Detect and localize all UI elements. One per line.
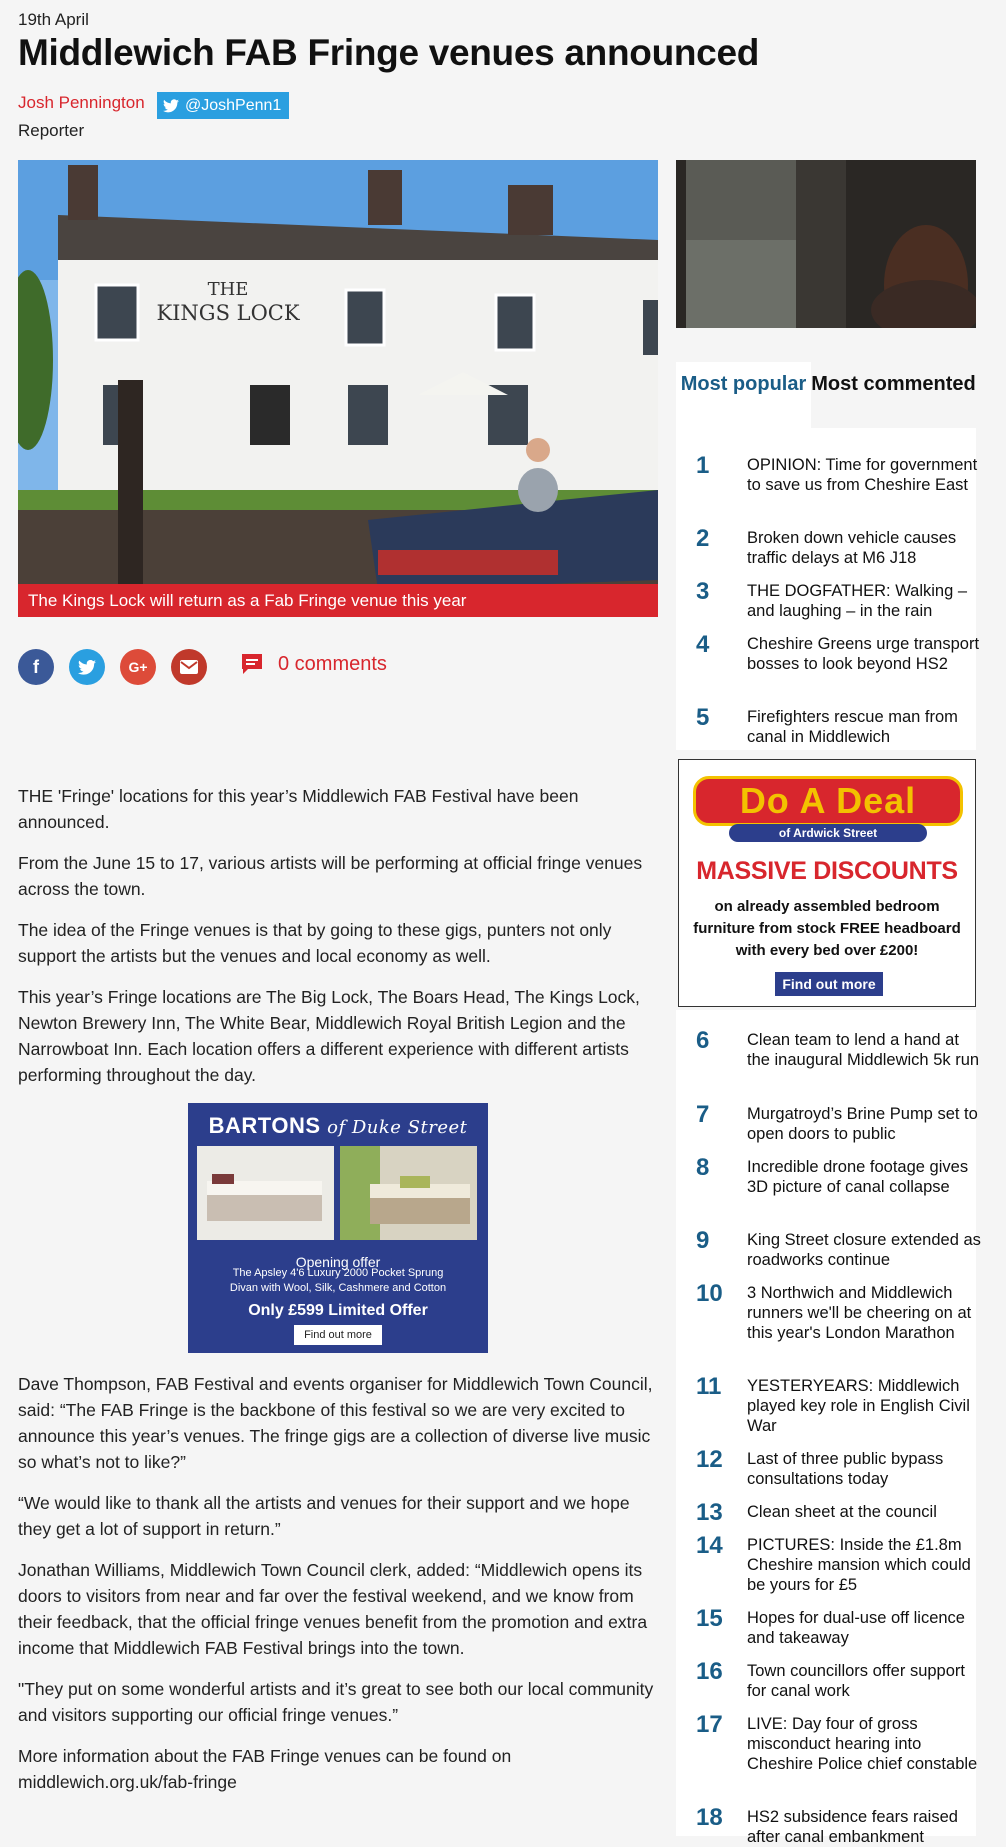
- list-item-number: 4: [696, 631, 710, 658]
- article-paragraph: “We would like to thank all the artists and venues for their support and we hope they get a lot of support in return.”: [18, 1493, 630, 1539]
- list-item-title: 3 Northwich and Middlewich runners we'll be cheering on at this year's London Marathon: [747, 1284, 972, 1342]
- do-a-deal-headline: MASSIVE DISCOUNTS: [696, 857, 958, 885]
- tab-most-commented[interactable]: Most commented: [811, 373, 976, 395]
- list-item-number: 6: [696, 1027, 710, 1054]
- twitter-share-button[interactable]: [69, 649, 105, 685]
- list-item-number: 3: [696, 578, 710, 605]
- article-paragraph: From the June 15 to 17, various artists will be performing at official fringe venues across the town.: [18, 853, 643, 899]
- list-item-number: 10: [696, 1280, 723, 1307]
- list-item-number: 13: [696, 1499, 723, 1526]
- list-item-number: 17: [696, 1711, 723, 1738]
- bartons-brand: [188, 1113, 488, 1141]
- hero-image: [18, 160, 658, 617]
- list-item-title: HS2 subsidence fears raised after canal embankment: [747, 1808, 958, 1846]
- video-player[interactable]: [676, 160, 976, 328]
- article-paragraph: Jonathan Williams, Middlewich Town Council clerk, added: “Middlewich opens its doors to visitors from near and far over the festival weekend, and we know from their feedback, that the official fringe venues benefit from the promotion and extra income that Middlewich FAB Festival brings into the town.: [18, 1560, 648, 1658]
- list-item-number: 15: [696, 1605, 723, 1632]
- facebook-icon: f: [33, 656, 39, 677]
- list-item-title: PICTURES: Inside the £1.8m Cheshire mansion which could be yours for £5: [747, 1536, 971, 1594]
- googleplus-share-button[interactable]: [120, 649, 156, 685]
- facebook-share-button[interactable]: [18, 649, 54, 685]
- list-item-title: Last of three public bypass consultations today: [747, 1450, 944, 1488]
- article-paragraph: The idea of the Fringe venues is that by going to these gigs, punters not only support the artists but the venues and local economy as well.: [18, 920, 612, 966]
- list-item-number: 1: [696, 452, 710, 479]
- list-item-title: King Street closure extended as roadworks continue: [747, 1231, 981, 1269]
- do-a-deal-advert[interactable]: [678, 759, 976, 1007]
- email-icon: [180, 660, 198, 674]
- comment-icon: [240, 652, 264, 676]
- list-item-number: 5: [696, 704, 710, 731]
- twitter-share-icon: [78, 660, 96, 675]
- twitter-follow-button[interactable]: [157, 92, 289, 119]
- bartons-find-out-more-button[interactable]: Find out more: [294, 1325, 382, 1345]
- bed-photo: [197, 1146, 334, 1240]
- email-share-button[interactable]: [171, 649, 207, 685]
- bartons-price: Only £599 Limited Offer: [248, 1302, 428, 1319]
- bartons-line1: Opening offer: [295, 1254, 381, 1270]
- most-popular-list-continued: [676, 1010, 981, 1846]
- article-body: [18, 783, 663, 1810]
- bartons-advert[interactable]: [188, 1103, 488, 1353]
- do-a-deal-sub: of Ardwick Street: [729, 824, 927, 842]
- list-item-title: Clean sheet at the council: [747, 1503, 937, 1521]
- list-item-number: 11: [696, 1373, 722, 1400]
- most-popular-list: [676, 428, 980, 750]
- twitter-handle: @JoshPenn1: [185, 96, 282, 114]
- list-item-number: 12: [696, 1446, 723, 1473]
- sidebar-tabs: [676, 362, 976, 428]
- list-item-number: 9: [696, 1227, 710, 1254]
- bartons-line2b: Divan with Wool, Silk, Cashmere and Cotton: [229, 1282, 447, 1294]
- article-paragraph: This year’s Fringe locations are The Big Lock, The Boars Head, The Kings Lock, Newton Brewery Inn, The White Bear, Middlewich Royal British Legion and the Narrowboat Inn. Each location offers a different experience with different artists performing throughout the day.: [18, 987, 640, 1085]
- list-item-title: Incredible drone footage gives 3D picture of canal collapse: [747, 1158, 969, 1196]
- list-item-number: 16: [696, 1658, 723, 1685]
- do-a-deal-body: on already assembled bedroom furniture from stock FREE headboard with every bed over £200!: [693, 898, 961, 959]
- tab-most-popular[interactable]: Most popular: [676, 362, 811, 428]
- hero-caption: The Kings Lock will return as a Fab Fringe venue this year: [18, 584, 658, 617]
- list-item-number: 8: [696, 1154, 710, 1181]
- share-bar: [18, 649, 207, 685]
- list-item-title: Broken down vehicle causes traffic delays at M6 J18: [747, 529, 957, 567]
- author-link[interactable]: Josh Pennington: [18, 93, 145, 112]
- list-item-title: Murgatroyd’s Brine Pump set to open doors to public: [747, 1105, 978, 1143]
- list-item-title: Clean team to lend a hand at the inaugural Middlewich 5k run: [747, 1031, 980, 1069]
- list-item-title: LIVE: Day four of gross misconduct hearing into Cheshire Police chief constable: [747, 1715, 978, 1773]
- article-paragraph: THE 'Fringe' locations for this year’s Middlewich FAB Festival have been announced.: [18, 786, 579, 832]
- article-paragraph: Dave Thompson, FAB Festival and events organiser for Middlewich Town Council, said: “The FAB Fringe is the backbone of this festival so we are very excited to announce this year’s venues. The fringe gigs are a collection of diverse live music so what’s not to like?”: [18, 1374, 653, 1472]
- article-paragraph: More information about the FAB Fringe venues can be found on middlewich.org.uk/fab-fringe: [18, 1746, 512, 1792]
- twitter-icon: [163, 99, 179, 113]
- article-date: 19th April: [18, 10, 89, 29]
- bartons-line2: [188, 1266, 488, 1296]
- comments-count: 0 comments: [278, 652, 387, 675]
- list-item-number: 7: [696, 1101, 710, 1128]
- comments-link[interactable]: [240, 652, 387, 676]
- do-a-deal-logo: Do A Deal: [693, 776, 963, 826]
- list-item-number: 2: [696, 525, 710, 552]
- bartons-line2a: The Apsley 4'6 Luxury 2000 Pocket Sprung: [232, 1267, 444, 1279]
- list-item-title: YESTERYEARS: Middlewich played key role in English Civil War: [747, 1377, 970, 1435]
- list-item-title: Hopes for dual-use off licence and takeaway: [747, 1609, 965, 1647]
- googleplus-icon: G+: [128, 659, 148, 675]
- bartons-brand-suffix: of Duke Street: [327, 1117, 468, 1138]
- author-role: Reporter: [18, 121, 85, 140]
- bartons-brand-name: BARTONS: [208, 1113, 321, 1138]
- bed-photo: [340, 1146, 477, 1240]
- hero-sign-line2: KINGS LOCK: [156, 301, 300, 325]
- page-title: Middlewich FAB Fringe venues announced: [18, 32, 760, 73]
- list-item-title: Town councillors offer support for canal work: [747, 1662, 965, 1700]
- list-item-title: THE DOGFATHER: Walking – and laughing – in the rain: [747, 582, 968, 620]
- list-item-number: 14: [696, 1532, 723, 1559]
- hero-sign-line1: THE: [207, 279, 249, 300]
- article-paragraph: "They put on some wonderful artists and it’s great to see both our local community and visitors supporting our official fringe venues.”: [18, 1679, 654, 1725]
- do-a-deal-find-out-more-button[interactable]: Find out more: [775, 972, 883, 996]
- list-item-number: 18: [696, 1804, 723, 1831]
- list-item-title: Cheshire Greens urge transport bosses to look beyond HS2: [747, 635, 980, 673]
- list-item-title: Firefighters rescue man from canal in Middlewich: [747, 708, 958, 746]
- list-item-title: OPINION: Time for government to save us from Cheshire East: [747, 456, 978, 494]
